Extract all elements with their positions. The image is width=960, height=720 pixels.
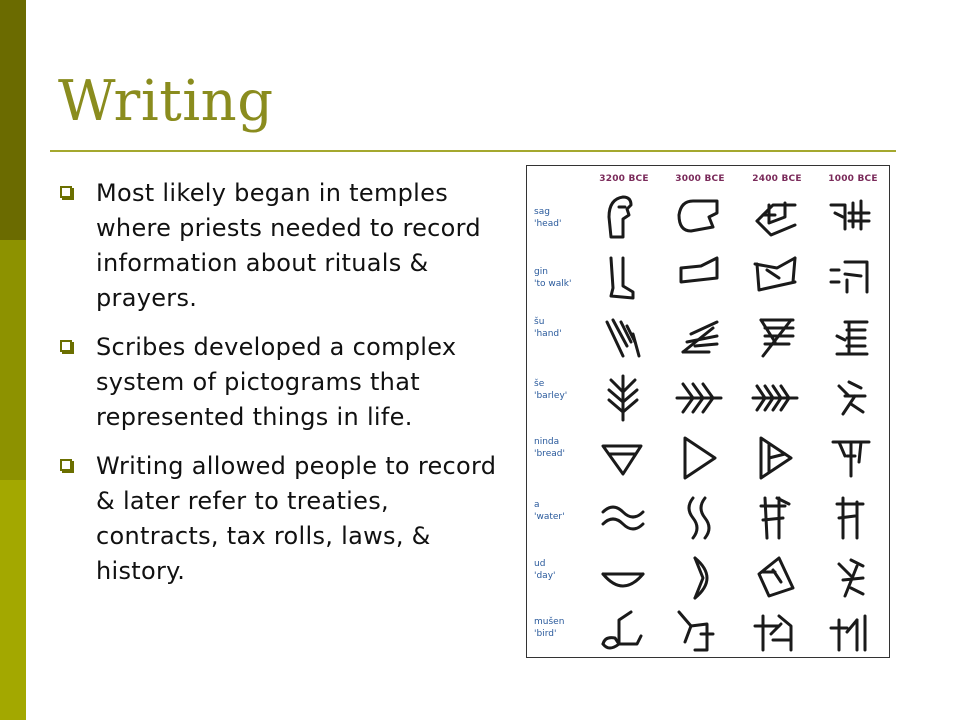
sun-pictogram-icon (673, 552, 725, 604)
row-label (534, 558, 556, 582)
head-cuneiform-icon (825, 191, 877, 243)
row-label (534, 616, 564, 640)
bullet-text: Writing allowed people to record & later refer to treaties, contracts, tax rolls, laws, & history. (96, 452, 497, 585)
row-meaning: 'barley' (534, 391, 568, 401)
row-word: še (534, 379, 545, 389)
row-word: ud (534, 559, 546, 569)
row-meaning: 'bird' (534, 629, 557, 639)
foot-cuneiform-icon (825, 252, 877, 304)
bird-cuneiform-icon (749, 606, 801, 658)
hand-cuneiform-icon (825, 312, 877, 364)
row-word: sag (534, 207, 550, 217)
side-bar-bottom (0, 480, 26, 720)
sun-cuneiform-icon (825, 552, 877, 604)
column-header: 3200 BCE (599, 174, 649, 184)
bread-pictogram-icon (597, 432, 649, 484)
cuneiform-evolution-figure (526, 165, 890, 658)
row-word: gin (534, 267, 548, 277)
sun-cuneiform-icon (749, 552, 801, 604)
sun-pictogram-icon (597, 552, 649, 604)
row-word: mušen (534, 617, 565, 627)
bullet-item (60, 176, 500, 316)
column-header: 2400 BCE (752, 174, 802, 184)
square-bullet-icon (60, 459, 72, 471)
foot-pictogram-icon (673, 252, 725, 304)
title-divider (50, 150, 896, 152)
row-meaning: 'to walk' (534, 279, 572, 289)
barley-pictogram-icon (673, 372, 725, 424)
square-bullet-icon (60, 186, 72, 198)
row-word: ninda (534, 437, 560, 447)
hand-pictogram-icon (597, 312, 649, 364)
row-label (534, 499, 565, 523)
bullet-text: Scribes developed a complex system of pictograms that represented things in life. (96, 333, 457, 431)
bullet-text: Most likely began in temples where priests needed to record information about rituals & prayers. (96, 179, 481, 312)
bullet-item (60, 330, 500, 435)
row-label (534, 436, 565, 460)
foot-pictogram-icon (597, 252, 649, 304)
row-label (534, 266, 571, 290)
side-bar-top (0, 0, 26, 240)
water-cuneiform-icon (749, 492, 801, 544)
row-meaning: 'day' (534, 571, 556, 581)
row-word: šu (534, 317, 545, 327)
water-cuneiform-icon (825, 492, 877, 544)
hand-cuneiform-icon (749, 312, 801, 364)
column-header: 3000 BCE (675, 174, 725, 184)
bird-pictogram-icon (673, 606, 725, 658)
row-meaning: 'water' (534, 512, 565, 522)
bullet-list (60, 176, 500, 603)
row-meaning: 'hand' (534, 329, 562, 339)
barley-cuneiform-icon (825, 372, 877, 424)
row-meaning: 'bread' (534, 449, 565, 459)
bread-cuneiform-icon (825, 432, 877, 484)
row-word: a (534, 500, 540, 510)
bread-pictogram-icon (673, 432, 725, 484)
row-label (534, 316, 562, 340)
slide-title: Writing (58, 69, 274, 134)
row-label (534, 206, 561, 230)
bird-cuneiform-icon (825, 606, 877, 658)
barley-pictogram-icon (597, 372, 649, 424)
bread-cuneiform-icon (749, 432, 801, 484)
side-bar-middle (0, 240, 26, 480)
hand-pictogram-icon (673, 312, 725, 364)
water-pictogram-icon (597, 492, 649, 544)
column-header: 1000 BCE (828, 174, 878, 184)
barley-cuneiform-icon (749, 372, 801, 424)
row-label (534, 378, 567, 402)
head-cuneiform-icon (749, 191, 801, 243)
square-bullet-icon (60, 340, 72, 352)
bullet-item (60, 449, 500, 589)
foot-cuneiform-icon (749, 252, 801, 304)
water-pictogram-icon (673, 492, 725, 544)
head-pictogram-icon (597, 191, 649, 243)
row-meaning: 'head' (534, 219, 562, 229)
bird-pictogram-icon (597, 606, 649, 658)
head-pictogram-icon (673, 191, 725, 243)
